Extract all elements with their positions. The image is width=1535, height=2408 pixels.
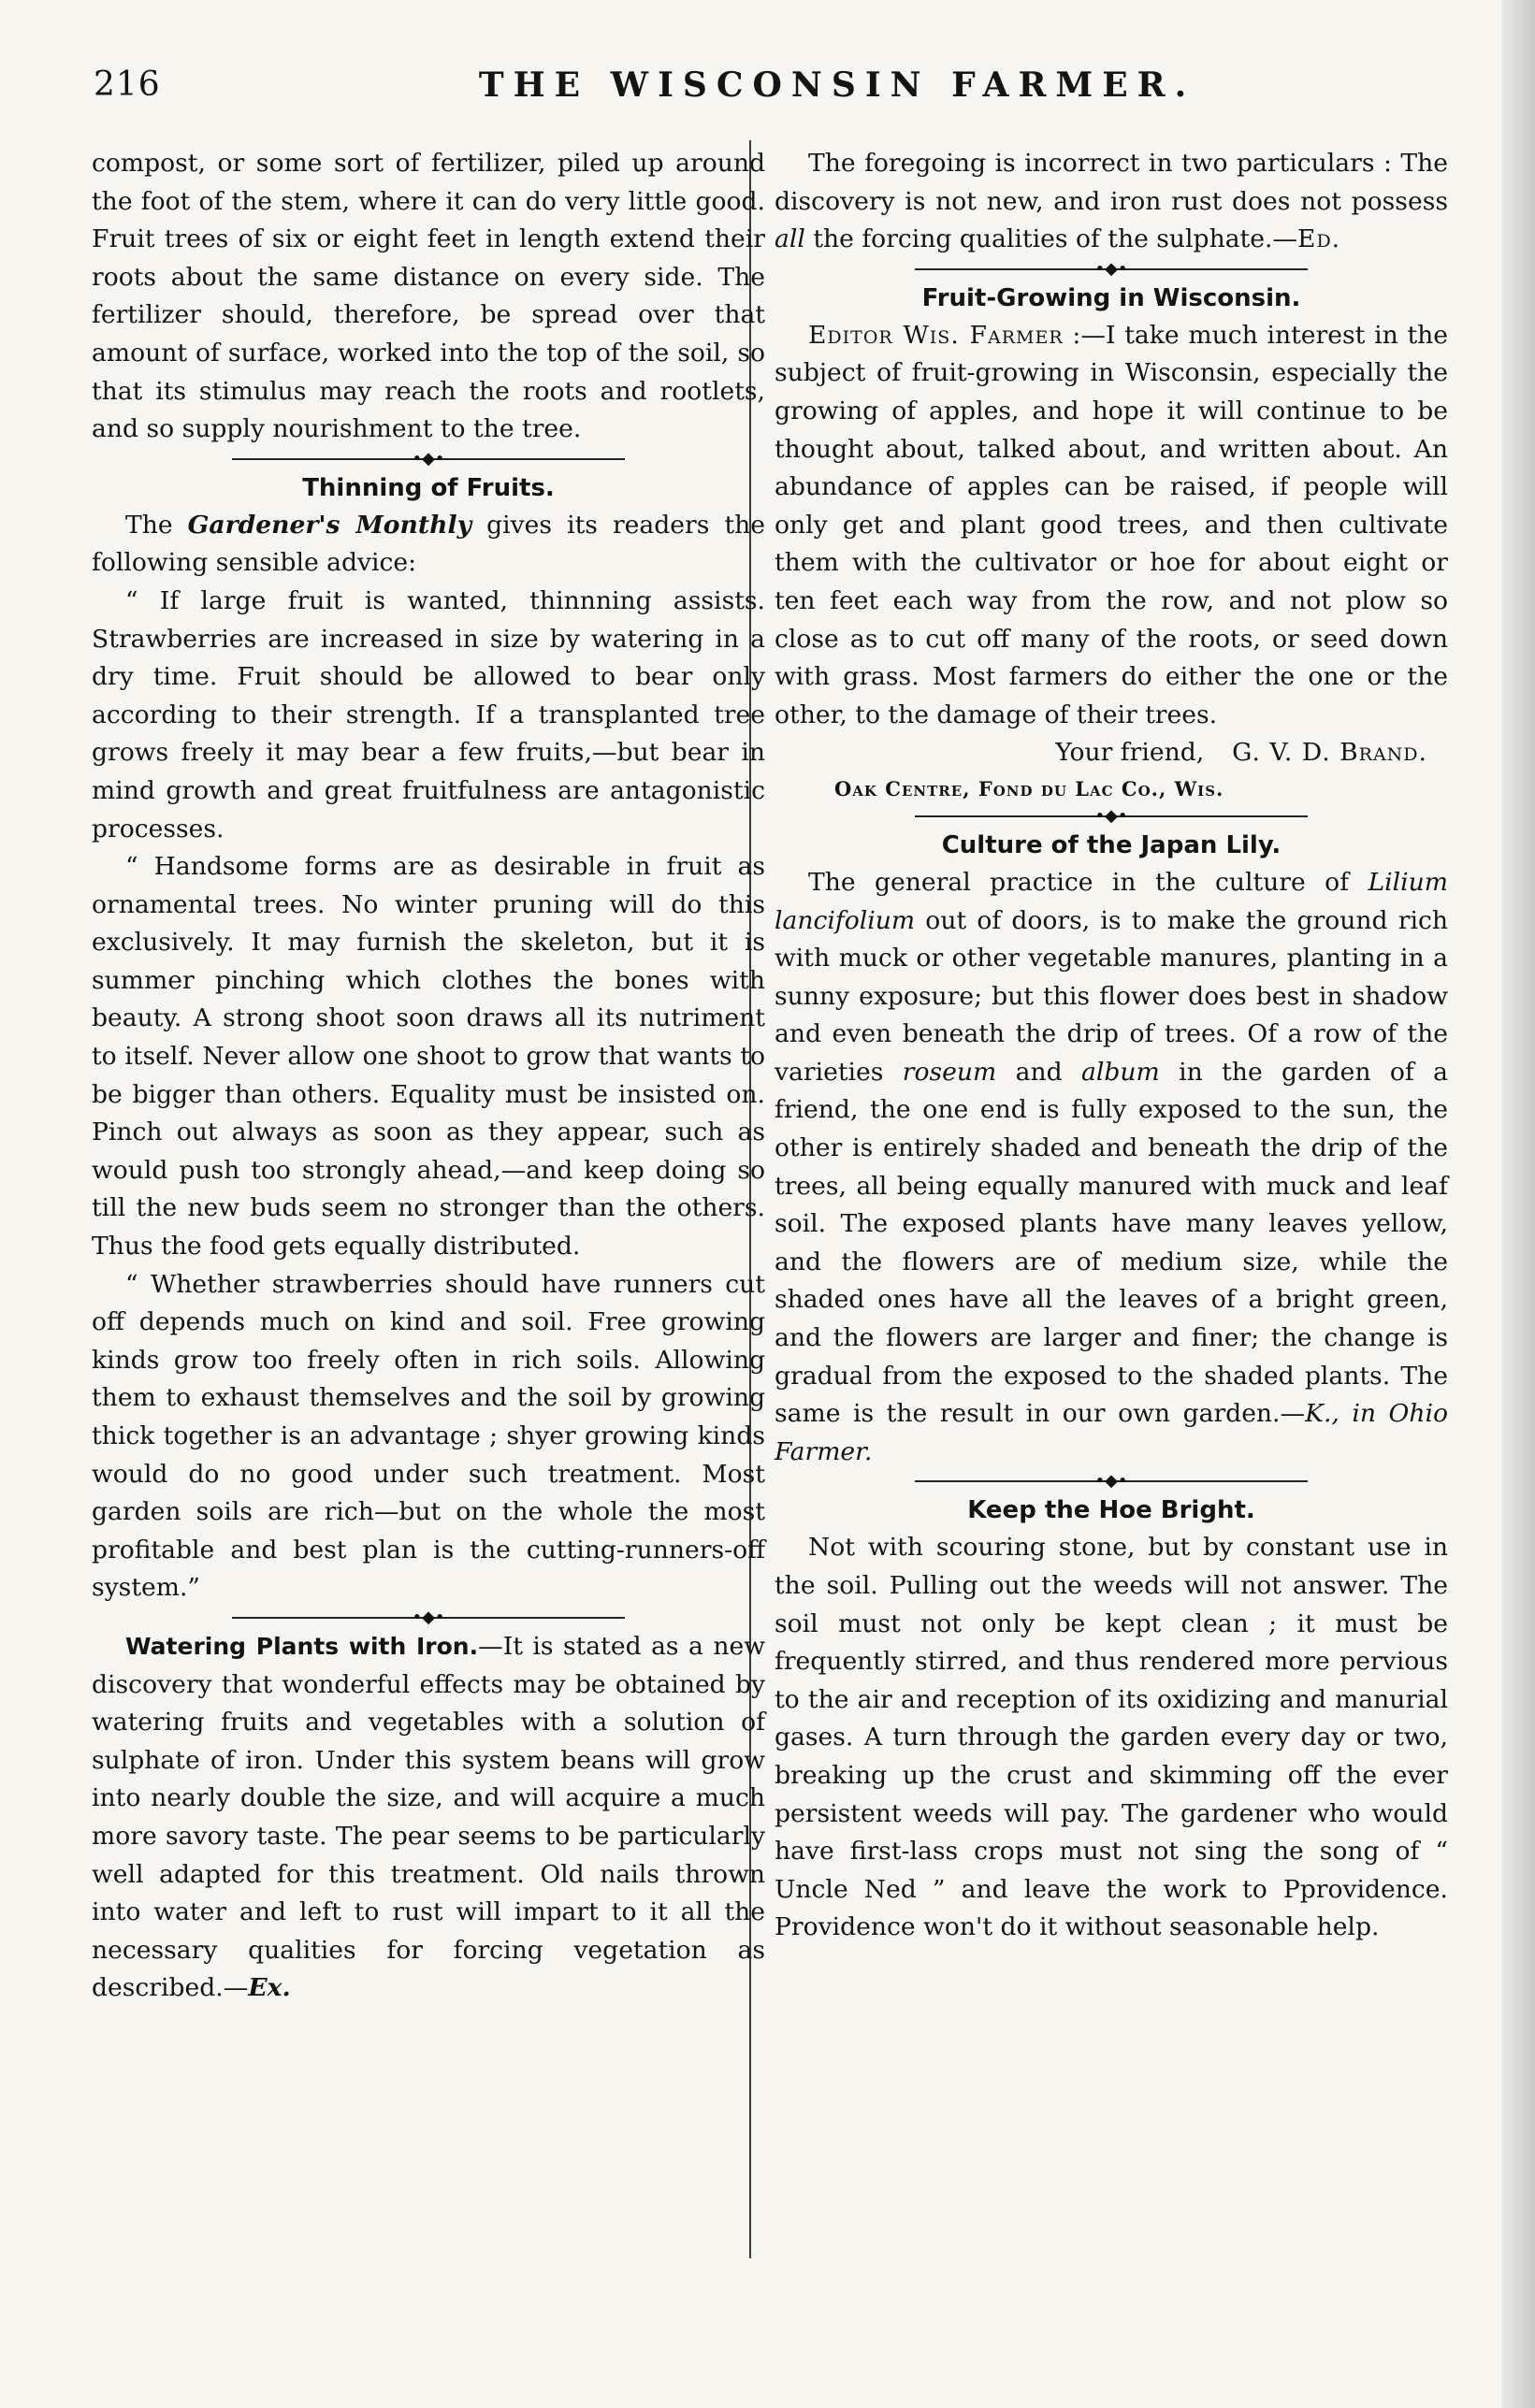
hoe-paragraph: Not with scouring stone, but by constant use in the soil. Pulling out the weeds will not answer. The soil must not only be kept clean ; it must be frequently stirred, and thus rendered more pervious to the air and reception of its oxidizing and manurial gases. A turn through the garden every day or two, breaking up the crust and skimming off the ever persistent weeds will pay. The gardener who would have first-lass crops must not sing the song of “ Uncle Ned ” and leave the work to Pprovidence. Providence won't do it without seasonable help. [775, 1533, 1448, 1942]
variety-album: album [1081, 1057, 1160, 1087]
editor-note: The foregoing is incorrect in two particulars : The discovery is not new, and iron rust does not possess all the forcing qualities of the sulphate.—Ed. [775, 149, 1448, 254]
quote-strawberries: “ Whether strawberries should have runners cut off depends much on kind and soil. Free growing kinds grow too freely often in rich soils. Allowing them to exhaust themselves and the soil by growing thick together is an advantage ; shyer growing kinds would do no good under such treatment. Most garden soils are rich—but on the whole the most profitable and best plan is the cutting-runners-off system.” [92, 1269, 765, 1603]
letter-place: Oak Centre, Fond du Lac Co., Wis. [834, 776, 1224, 800]
gardeners-monthly-intro: The Gardener's Monthly gives its readers the following sensible advice: [92, 510, 765, 578]
heading-keep-the-hoe-bright: Keep the Hoe Bright. [967, 1496, 1255, 1525]
section-rule: •◆• [92, 1608, 765, 1628]
quote-large-fruit: “ If large fruit is wanted, thinnning assists. Strawberries are increased in size by watering in a dry time. Fruit should be allowed to bear only according to their strength. If a transplanted tree grows freely it may bear a few fruits,—but bear in mind growth and great fruitfulness are antagonistic processes. [92, 585, 765, 844]
page-edge [1501, 0, 1535, 2408]
heading-thinning-of-fruits: Thinning of Fruits. [302, 473, 555, 502]
credit: Ex. [248, 1973, 291, 2003]
section-rule: •◆• [92, 449, 765, 469]
letter-salutation: Editor Wis. Farmer [808, 320, 1064, 350]
watering-plants-with-iron: Watering Plants with Iron.—It is stated as a new discovery that wonderful effects may be obtained by watering fruits and vegetables with a solution of sulphate of iron. Under this system beans will grow into nearly double the size, and will acquire a much more savory taste. The pear seems to be particularly well adapted for this treatment. Old nails thrown into water and left to rust will impart to it all the necessary qualities for forcing vegetation as described.—Ex. [92, 1631, 765, 2003]
section-rule: •◆• [775, 806, 1448, 827]
editor-credit: Ed. [1297, 224, 1341, 254]
heading-fruit-growing: Fruit-Growing in Wisconsin. [921, 283, 1301, 312]
page-number: 216 [94, 65, 161, 104]
heading-japan-lily: Culture of the Japan Lily. [941, 830, 1282, 859]
running-title: THE WISCONSIN FARMER. [478, 65, 1196, 105]
page-header [94, 65, 1441, 112]
lily-paragraph: The general practice in the culture of Lilium lancifolium out of doors, is to make the ground rich with muck or other vegetable manures, planting in a sunny exposure; but this flower does best in shadow and even beneath the drip of trees. Of a row of the varieties roseum and album in the garden of a friend, the one end is fully exposed to the sun, the other is entirely shaded and beneath the drip of the trees, all being equally manured with muck and leaf soil. The exposed plants have many leaves yellow, and the flowers are of medium size, while the shaded ones have all the leaves of a bright green, and the flowers are larger and finer; the change is gradual from the exposed to the shaded plants. The same is the result in our own garden.—K., in Ohio Farmer. [775, 867, 1448, 1466]
species-name: Lilium lancifolium [775, 867, 1448, 935]
run-in-heading: Watering Plants with Iron. [125, 1632, 479, 1660]
section-rule: •◆• [775, 259, 1448, 280]
compost-paragraph: compost, or some sort of fertilizer, piled up around the foot of the stem, where it can do very little good. Fruit trees of six or eight feet in length extend their roots about the same distance on every side. The fertilizer should, therefore, be spread over that amount of surface, worked into the top of the soil, so that its stimulus may reach the roots and rootlets, and so supply nourishment to the tree. [92, 149, 765, 444]
section-rule: •◆• [775, 1471, 1448, 1492]
left-column [92, 145, 765, 2008]
emphasis-all: all [775, 224, 805, 254]
source-title: Gardener's Monthly [187, 510, 472, 540]
variety-roseum: roseum [902, 1057, 997, 1087]
letter-signature: Your friend, G. V. D. Brand. [1055, 738, 1427, 768]
letter-paragraph: Editor Wis. Farmer :—I take much interest in the subject of fruit-growing in Wisconsin, especially the growing of apples, and hope it will continue to be thought about, talked about, and written about. An abundance of apples can be raised, if people will only get and plant good trees, and then cultivate them with the cultivator or hoe for about eight or ten feet each way from the row, and not plow so close as to cut off many of the roots, or seed down with grass. Most farmers do either the one or the other, to the damage of their trees. [775, 320, 1449, 729]
lily-credit: K., in Ohio Farmer. [775, 1399, 1448, 1466]
quote-handsome-forms: “ Handsome forms are as desirable in fruit as ornamental trees. No winter pruning will do this exclusively. It may furnish the skeleton, but it is summer pinching which clothes the bones with beauty. A strong shoot soon draws all its nutriment to itself. Never allow one shoot to grow that wants to be bigger than others. Equality must be insisted on. Pinch out always as soon as they appear, such as would push too strongly ahead,—and keep doing so till the new buds seem no stronger than the others. Thus the food gets equally distributed. [92, 852, 765, 1262]
signature-name: G. V. D. Brand. [1232, 738, 1427, 768]
right-column [775, 145, 1448, 1947]
